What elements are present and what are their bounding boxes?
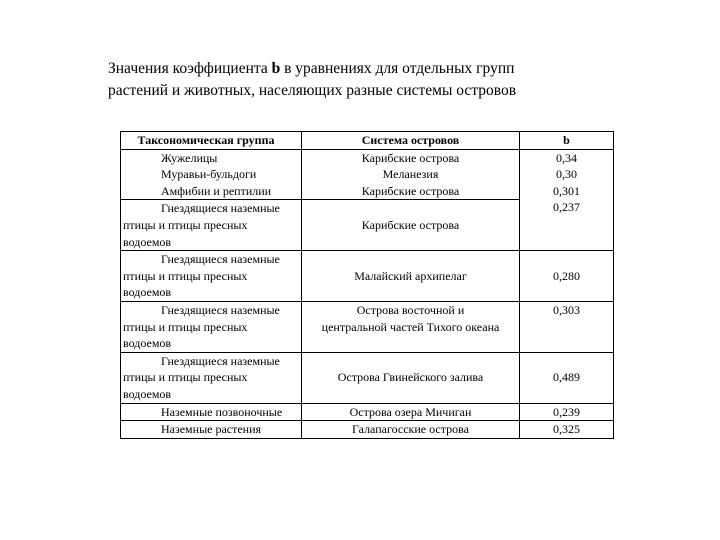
taxon-cell: Наземные растения bbox=[121, 421, 302, 439]
table-caption bbox=[108, 58, 668, 102]
header-island-system: Система островов bbox=[302, 132, 520, 150]
system-cell: Острова озера Мичиган bbox=[302, 403, 520, 421]
coefficient-table bbox=[120, 131, 614, 439]
caption-coefficient: b bbox=[271, 60, 281, 77]
taxon-line: птицы и птицы пресных bbox=[123, 319, 248, 334]
system-cell: Галапагосские острова bbox=[302, 421, 520, 439]
system-melanesia: Меланезия bbox=[382, 167, 439, 182]
table-row bbox=[121, 421, 614, 439]
taxon-cell: Наземные позвоночные bbox=[121, 403, 302, 421]
caption-line-2: растений и животных, населяющих разные системы островов bbox=[108, 82, 517, 99]
system-line: центральной частей Тихого океана bbox=[321, 319, 500, 334]
taxon-bulldog-ants: Муравьи-бульдоги bbox=[161, 167, 257, 182]
system-cell: Малайский архипелаг bbox=[302, 251, 520, 302]
taxon-line: водоемов bbox=[123, 234, 172, 249]
table-row bbox=[121, 403, 614, 421]
taxon-amphibians-reptiles: Амфибии и рептилии bbox=[161, 183, 272, 198]
taxon-cell bbox=[121, 352, 302, 403]
table-row bbox=[121, 301, 614, 352]
taxon-line: птицы и птицы пресных bbox=[123, 268, 248, 283]
system-cell: Острова Гвинейского залива bbox=[302, 352, 520, 403]
system-cell: Карибские острова bbox=[302, 200, 520, 251]
system-caribbean: Карибские острова bbox=[361, 183, 460, 198]
system-cell bbox=[302, 149, 520, 200]
table-header-row bbox=[121, 132, 614, 150]
table-row bbox=[121, 149, 614, 200]
system-caribbean: Карибские острова bbox=[361, 150, 460, 165]
taxon-line: Гнездящиеся наземные bbox=[161, 353, 280, 368]
caption-text-2: в уравнениях для отдельных групп bbox=[280, 60, 515, 77]
table-row bbox=[121, 352, 614, 403]
caption-text-1: Значения коэффициента bbox=[108, 60, 272, 77]
taxon-cell bbox=[121, 200, 302, 251]
system-cell bbox=[302, 301, 520, 352]
b-value-cell: 0,303 bbox=[520, 301, 614, 352]
taxon-cell bbox=[121, 251, 302, 302]
taxon-line: водоемов bbox=[123, 386, 172, 401]
b-value-cell: 0,325 bbox=[520, 421, 614, 439]
system-line: Острова восточной и bbox=[356, 302, 465, 317]
taxon-line: водоемов bbox=[123, 336, 172, 351]
taxon-line: птицы и птицы пресных bbox=[123, 370, 248, 385]
b-value-cell bbox=[520, 149, 614, 251]
b-value: 0,30 bbox=[556, 167, 577, 182]
b-value: 0,301 bbox=[553, 183, 580, 198]
table-row bbox=[121, 251, 614, 302]
b-value-cell: 0,489 bbox=[520, 352, 614, 403]
taxon-line: водоемов bbox=[123, 285, 172, 300]
header-taxonomic-group: Таксономическая группа bbox=[121, 132, 302, 150]
b-value: 0,34 bbox=[556, 150, 577, 165]
b-value: 0,237 bbox=[553, 200, 580, 215]
taxon-line: Гнездящиеся наземные bbox=[161, 302, 280, 317]
taxon-line: Гнездящиеся наземные bbox=[161, 252, 280, 267]
taxon-cell bbox=[121, 149, 302, 200]
taxon-line: птицы и птицы пресных bbox=[123, 217, 248, 232]
b-value-cell: 0,280 bbox=[520, 251, 614, 302]
taxon-cell bbox=[121, 301, 302, 352]
taxon-line: Гнездящиеся наземные bbox=[161, 201, 280, 216]
b-value-cell: 0,239 bbox=[520, 403, 614, 421]
header-b: b bbox=[520, 132, 614, 150]
taxon-ground-beetles: Жужелицы bbox=[161, 150, 218, 165]
